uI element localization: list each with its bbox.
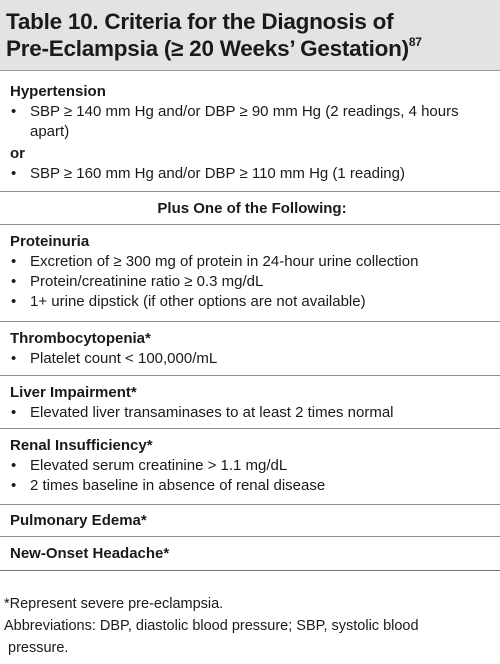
pulmonary-heading: Pulmonary Edema*: [10, 512, 147, 529]
section-plus-one: [0, 192, 500, 225]
list-item-text: Elevated serum creatinine > 1.1 mg/dL: [30, 457, 288, 474]
proteinuria-list: [10, 252, 494, 312]
bullet-icon: •: [11, 253, 17, 270]
section-thrombocytopenia: [0, 322, 500, 376]
list-item: [10, 102, 494, 142]
list-item-text: SBP ≥ 160 mm Hg and/or DBP ≥ 110 mm Hg (1 reading): [30, 165, 405, 182]
list-item: [10, 272, 494, 292]
list-item: [10, 403, 494, 423]
list-item-text: 1+ urine dipstick (if other options are not available): [30, 293, 366, 310]
thrombocytopenia-list: [10, 349, 494, 369]
section-renal-insufficiency: [0, 429, 500, 505]
list-item: [10, 476, 494, 496]
criteria-table: [0, 70, 500, 571]
liver-list: [10, 403, 494, 423]
section-new-onset-headache: [0, 537, 500, 571]
list-item: [10, 292, 494, 312]
bullet-icon: •: [11, 350, 17, 367]
list-item-text: 2 times baseline in absence of renal disease: [30, 477, 326, 494]
table-title: [6, 8, 494, 62]
renal-list: [10, 456, 494, 496]
footnote-abbreviations: Abbreviations: DBP, diastolic blood pressure; SBP, systolic blood: [4, 618, 419, 634]
list-item-text: SBP ≥ 140 mm Hg and/or DBP ≥ 90 mm Hg (2 readings, 4 hours: [30, 103, 459, 120]
list-item: [10, 252, 494, 272]
list-item: [10, 349, 494, 369]
footnote-abbreviations-cont: pressure.: [8, 640, 69, 656]
plus-one-heading: Plus One of the Following:: [157, 200, 347, 217]
liver-heading: Liver Impairment*: [10, 384, 137, 401]
thrombocytopenia-heading: Thrombocytopenia*: [10, 330, 151, 347]
bullet-icon: •: [11, 293, 17, 310]
footnote-severe: *Represent severe pre-eclampsia.: [4, 596, 224, 612]
proteinuria-heading: Proteinuria: [10, 233, 90, 250]
title-line-2: Pre-Eclampsia (≥ 20 Weeks’ Gestation): [6, 36, 409, 61]
hypertension-heading: Hypertension: [10, 83, 106, 100]
table-title-bar: [0, 0, 500, 70]
hypertension-list-2: [10, 164, 494, 184]
bullet-icon: •: [11, 273, 17, 290]
list-item-text: Protein/creatinine ratio ≥ 0.3 mg/dL: [30, 273, 264, 290]
section-proteinuria: [0, 225, 500, 322]
renal-heading: Renal Insufficiency*: [10, 437, 153, 454]
list-item: [10, 164, 494, 184]
section-pulmonary-edema: [0, 505, 500, 537]
bullet-icon: •: [11, 404, 17, 421]
list-item-text: Elevated liver transaminases to at least 2 times normal: [30, 404, 394, 421]
title-line-1: Table 10. Criteria for the Diagnosis of: [6, 9, 394, 34]
bullet-icon: •: [11, 457, 17, 474]
list-item: [10, 456, 494, 476]
section-liver-impairment: [0, 376, 500, 429]
list-item-text-cont: apart): [30, 123, 70, 140]
headache-heading: New-Onset Headache*: [10, 545, 170, 562]
list-item-text: Excretion of ≥ 300 mg of protein in 24-hour urine collection: [30, 253, 419, 270]
table-footnotes: [0, 593, 500, 659]
bullet-icon: •: [11, 103, 17, 120]
bullet-icon: •: [11, 477, 17, 494]
section-hypertension: [0, 71, 500, 192]
hypertension-list: [10, 102, 494, 142]
title-reference: 87: [408, 35, 422, 49]
list-item-text: Platelet count < 100,000/mL: [30, 350, 218, 367]
bullet-icon: •: [11, 165, 17, 182]
or-label: or: [10, 145, 25, 162]
